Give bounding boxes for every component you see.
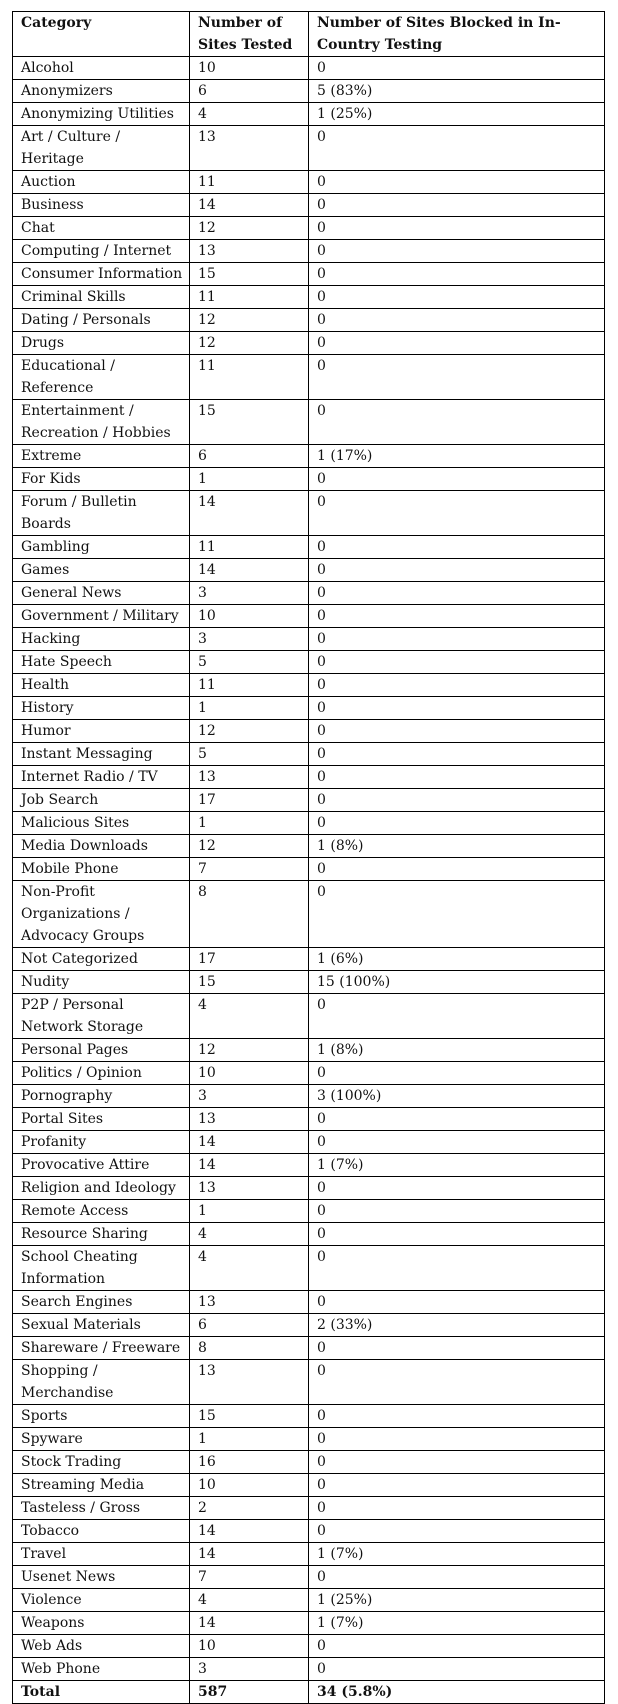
sites-blocked-cell: 1 (8%) [309, 1039, 605, 1062]
table-row [13, 1497, 605, 1520]
category-cell: Hacking [13, 628, 190, 651]
sites-blocked-cell: 0 [309, 674, 605, 697]
sites-blocked-cell: 0 [309, 789, 605, 812]
sites-tested-cell: 14 [190, 1520, 309, 1543]
sites-tested-cell: 2 [190, 1497, 309, 1520]
sites-tested-cell: 14 [190, 1543, 309, 1566]
sites-blocked-cell: 1 (25%) [309, 1589, 605, 1612]
category-cell: Alcohol [13, 57, 190, 80]
header-row [13, 12, 605, 57]
sites-blocked-cell: 1 (7%) [309, 1612, 605, 1635]
table-row [13, 1451, 605, 1474]
table-row [13, 948, 605, 971]
category-cell: Weapons [13, 1612, 190, 1635]
category-cell: Internet Radio / TV [13, 766, 190, 789]
sites-blocked-cell: 0 [309, 1428, 605, 1451]
category-cell: Art / Culture / Heritage [13, 126, 190, 171]
category-cell: Non-Profit Organizations / Advocacy Groups [13, 881, 190, 948]
sites-tested-cell: 16 [190, 1451, 309, 1474]
category-cell: Sports [13, 1405, 190, 1428]
category-cell: Gambling [13, 536, 190, 559]
table-row [13, 1246, 605, 1291]
category-cell: P2P / Personal Network Storage [13, 994, 190, 1039]
sites-tested-cell: 6 [190, 1314, 309, 1337]
sites-tested-cell: 17 [190, 789, 309, 812]
sites-tested-cell: 15 [190, 1405, 309, 1428]
sites-tested-cell: 3 [190, 1658, 309, 1681]
category-cell: School Cheating Information [13, 1246, 190, 1291]
category-cell: Travel [13, 1543, 190, 1566]
sites-tested-cell: 11 [190, 286, 309, 309]
sites-tested-cell: 12 [190, 1039, 309, 1062]
sites-blocked-cell: 0 [309, 720, 605, 743]
category-cell: Chat [13, 217, 190, 240]
sites-blocked-cell: 0 [309, 309, 605, 332]
table-row [13, 103, 605, 126]
sites-tested-cell: 15 [190, 971, 309, 994]
sites-blocked-cell: 0 [309, 1246, 605, 1291]
category-cell: Anonymizing Utilities [13, 103, 190, 126]
sites-tested-cell: 14 [190, 194, 309, 217]
sites-tested-cell: 13 [190, 1360, 309, 1405]
table-row [13, 80, 605, 103]
sites-blocked-cell: 0 [309, 582, 605, 605]
table-row [13, 743, 605, 766]
table-row [13, 858, 605, 881]
sites-blocked-cell: 1 (25%) [309, 103, 605, 126]
category-cell: Entertainment / Recreation / Hobbies [13, 400, 190, 445]
table-row [13, 1612, 605, 1635]
sites-tested-cell: 1 [190, 697, 309, 720]
total-tested: 587 [190, 1681, 309, 1704]
category-cell: Humor [13, 720, 190, 743]
sites-tested-cell: 7 [190, 1566, 309, 1589]
category-cell: Instant Messaging [13, 743, 190, 766]
sites-blocked-cell: 0 [309, 332, 605, 355]
category-cell: Stock Trading [13, 1451, 190, 1474]
sites-blocked-cell: 0 [309, 1131, 605, 1154]
sites-tested-cell: 10 [190, 605, 309, 628]
sites-blocked-cell: 0 [309, 171, 605, 194]
table-row [13, 1085, 605, 1108]
sites-blocked-cell: 0 [309, 559, 605, 582]
sites-tested-cell: 3 [190, 628, 309, 651]
table-row [13, 835, 605, 858]
category-cell: Auction [13, 171, 190, 194]
total-label: Total [13, 1681, 190, 1704]
sites-blocked-cell: 0 [309, 1520, 605, 1543]
sites-blocked-cell: 0 [309, 1223, 605, 1246]
sites-blocked-cell: 0 [309, 651, 605, 674]
table-row [13, 1177, 605, 1200]
sites-tested-cell: 15 [190, 263, 309, 286]
sites-tested-cell: 3 [190, 582, 309, 605]
sites-blocked-cell: 1 (6%) [309, 948, 605, 971]
table-row [13, 1039, 605, 1062]
sites-blocked-cell: 0 [309, 1062, 605, 1085]
category-cell: Provocative Attire [13, 1154, 190, 1177]
table-row [13, 994, 605, 1039]
category-cell: Consumer Information [13, 263, 190, 286]
table-row [13, 971, 605, 994]
sites-tested-cell: 14 [190, 1131, 309, 1154]
sites-tested-cell: 10 [190, 1474, 309, 1497]
category-cell: Search Engines [13, 1291, 190, 1314]
table-row [13, 720, 605, 743]
sites-tested-cell: 1 [190, 812, 309, 835]
sites-blocked-cell: 5 (83%) [309, 80, 605, 103]
table-row [13, 240, 605, 263]
category-cell: Health [13, 674, 190, 697]
sites-blocked-cell: 0 [309, 766, 605, 789]
category-cell: Dating / Personals [13, 309, 190, 332]
sites-blocked-cell: 0 [309, 400, 605, 445]
table-row [13, 1108, 605, 1131]
table-row [13, 1428, 605, 1451]
table-row [13, 263, 605, 286]
sites-tested-cell: 13 [190, 240, 309, 263]
sites-blocked-cell: 0 [309, 1451, 605, 1474]
table-row [13, 194, 605, 217]
sites-tested-cell: 13 [190, 1108, 309, 1131]
header-sites-tested: Number of Sites Tested [190, 12, 309, 57]
table-row [13, 1154, 605, 1177]
sites-tested-cell: 11 [190, 171, 309, 194]
category-cell: Mobile Phone [13, 858, 190, 881]
category-cell: Extreme [13, 445, 190, 468]
table-row [13, 1314, 605, 1337]
sites-tested-cell: 15 [190, 400, 309, 445]
table-row [13, 332, 605, 355]
sites-tested-cell: 11 [190, 355, 309, 400]
sites-tested-cell: 7 [190, 858, 309, 881]
sites-blocked-cell: 0 [309, 1177, 605, 1200]
sites-tested-cell: 1 [190, 1428, 309, 1451]
table-row [13, 1635, 605, 1658]
table-row [13, 1337, 605, 1360]
sites-blocked-cell: 0 [309, 468, 605, 491]
sites-blocked-cell: 1 (7%) [309, 1154, 605, 1177]
sites-blocked-cell: 0 [309, 355, 605, 400]
table-row [13, 674, 605, 697]
table-row [13, 217, 605, 240]
table-row [13, 126, 605, 171]
sites-tested-cell: 12 [190, 332, 309, 355]
sites-tested-cell: 14 [190, 559, 309, 582]
table-row [13, 812, 605, 835]
category-cell: Media Downloads [13, 835, 190, 858]
category-cell: Drugs [13, 332, 190, 355]
table-row [13, 1520, 605, 1543]
category-cell: Web Phone [13, 1658, 190, 1681]
sites-tested-cell: 10 [190, 57, 309, 80]
table-row [13, 400, 605, 445]
sites-tested-cell: 6 [190, 80, 309, 103]
category-cell: Tobacco [13, 1520, 190, 1543]
category-cell: Business [13, 194, 190, 217]
category-cell: Personal Pages [13, 1039, 190, 1062]
category-cell: Resource Sharing [13, 1223, 190, 1246]
table-row [13, 582, 605, 605]
sites-blocked-cell: 0 [309, 1566, 605, 1589]
category-cell: General News [13, 582, 190, 605]
total-row [13, 1681, 605, 1704]
sites-blocked-cell: 15 (100%) [309, 971, 605, 994]
category-cell: Not Categorized [13, 948, 190, 971]
table-row [13, 171, 605, 194]
sites-blocked-cell: 0 [309, 605, 605, 628]
sites-blocked-cell: 0 [309, 1108, 605, 1131]
category-cell: Educational / Reference [13, 355, 190, 400]
sites-blocked-cell: 0 [309, 126, 605, 171]
category-cell: Usenet News [13, 1566, 190, 1589]
table-row [13, 1062, 605, 1085]
category-cell: Criminal Skills [13, 286, 190, 309]
category-cell: Sexual Materials [13, 1314, 190, 1337]
sites-blocked-cell: 1 (17%) [309, 445, 605, 468]
sites-blocked-cell: 2 (33%) [309, 1314, 605, 1337]
sites-blocked-cell: 0 [309, 743, 605, 766]
table-row [13, 445, 605, 468]
table-row [13, 605, 605, 628]
category-cell: Games [13, 559, 190, 582]
table-row [13, 355, 605, 400]
table-row [13, 1360, 605, 1405]
category-cell: Government / Military [13, 605, 190, 628]
sites-tested-cell: 4 [190, 1223, 309, 1246]
sites-tested-cell: 11 [190, 536, 309, 559]
sites-blocked-cell: 0 [309, 628, 605, 651]
total-blocked: 34 (5.8%) [309, 1681, 605, 1704]
category-cell: Shareware / Freeware [13, 1337, 190, 1360]
category-cell: Anonymizers [13, 80, 190, 103]
sites-blocked-cell: 0 [309, 1360, 605, 1405]
sites-tested-cell: 5 [190, 743, 309, 766]
table-row [13, 1543, 605, 1566]
sites-blocked-cell: 0 [309, 240, 605, 263]
category-cell: Spyware [13, 1428, 190, 1451]
sites-tested-cell: 12 [190, 309, 309, 332]
table-row [13, 651, 605, 674]
category-cell: Tasteless / Gross [13, 1497, 190, 1520]
sites-tested-cell: 12 [190, 720, 309, 743]
table-row [13, 1223, 605, 1246]
sites-tested-cell: 14 [190, 1154, 309, 1177]
sites-blocked-cell: 0 [309, 994, 605, 1039]
sites-blocked-cell: 0 [309, 1497, 605, 1520]
table-row [13, 1291, 605, 1314]
table-row [13, 286, 605, 309]
sites-blocked-cell: 0 [309, 812, 605, 835]
table-row [13, 57, 605, 80]
sites-tested-cell: 12 [190, 835, 309, 858]
sites-tested-cell: 3 [190, 1085, 309, 1108]
category-cell: Remote Access [13, 1200, 190, 1223]
table-row [13, 1474, 605, 1497]
sites-tested-cell: 13 [190, 766, 309, 789]
category-cell: Shopping / Merchandise [13, 1360, 190, 1405]
sites-blocked-cell: 0 [309, 858, 605, 881]
sites-blocked-cell: 0 [309, 697, 605, 720]
sites-tested-cell: 10 [190, 1062, 309, 1085]
sites-tested-cell: 13 [190, 1291, 309, 1314]
sites-blocked-cell: 0 [309, 491, 605, 536]
category-cell: Nudity [13, 971, 190, 994]
category-cell: Hate Speech [13, 651, 190, 674]
table-row [13, 1131, 605, 1154]
sites-tested-cell: 1 [190, 468, 309, 491]
category-cell: Forum / Bulletin Boards [13, 491, 190, 536]
sites-blocked-cell: 0 [309, 286, 605, 309]
table-row [13, 491, 605, 536]
sites-blocked-cell: 0 [309, 57, 605, 80]
table-row [13, 559, 605, 582]
table-row [13, 1200, 605, 1223]
sites-tested-cell: 11 [190, 674, 309, 697]
sites-tested-cell: 4 [190, 1246, 309, 1291]
sites-blocked-cell: 0 [309, 1474, 605, 1497]
table-row [13, 766, 605, 789]
category-cell: Streaming Media [13, 1474, 190, 1497]
sites-tested-cell: 13 [190, 1177, 309, 1200]
sites-tested-cell: 14 [190, 1612, 309, 1635]
table-row [13, 536, 605, 559]
sites-tested-cell: 8 [190, 881, 309, 948]
sites-blocked-cell: 0 [309, 194, 605, 217]
category-cell: Profanity [13, 1131, 190, 1154]
sites-blocked-cell: 1 (8%) [309, 835, 605, 858]
table-row [13, 468, 605, 491]
category-cell: For Kids [13, 468, 190, 491]
sites-tested-cell: 4 [190, 994, 309, 1039]
sites-blocked-cell: 0 [309, 1658, 605, 1681]
table-row [13, 309, 605, 332]
table-body [13, 57, 605, 1681]
sites-blocked-table [12, 11, 605, 1704]
sites-tested-cell: 10 [190, 1635, 309, 1658]
table-row [13, 1405, 605, 1428]
table-row [13, 1566, 605, 1589]
sites-blocked-cell: 0 [309, 1291, 605, 1314]
category-cell: Politics / Opinion [13, 1062, 190, 1085]
category-cell: Job Search [13, 789, 190, 812]
sites-tested-cell: 14 [190, 491, 309, 536]
sites-blocked-cell: 0 [309, 1200, 605, 1223]
sites-blocked-cell: 0 [309, 263, 605, 286]
header-sites-blocked: Number of Sites Blocked in In-Country Testing [309, 12, 605, 57]
sites-tested-cell: 13 [190, 126, 309, 171]
sites-tested-cell: 6 [190, 445, 309, 468]
sites-blocked-cell: 0 [309, 536, 605, 559]
category-cell: Malicious Sites [13, 812, 190, 835]
category-cell: History [13, 697, 190, 720]
table-row [13, 1589, 605, 1612]
category-cell: Computing / Internet [13, 240, 190, 263]
header-category: Category [13, 12, 190, 57]
sites-blocked-cell: 3 (100%) [309, 1085, 605, 1108]
category-cell: Religion and Ideology [13, 1177, 190, 1200]
table-row [13, 628, 605, 651]
sites-blocked-cell: 0 [309, 1405, 605, 1428]
sites-blocked-cell: 0 [309, 1635, 605, 1658]
category-cell: Violence [13, 1589, 190, 1612]
category-cell: Portal Sites [13, 1108, 190, 1131]
sites-tested-cell: 5 [190, 651, 309, 674]
table-row [13, 881, 605, 948]
sites-tested-cell: 17 [190, 948, 309, 971]
sites-blocked-cell: 0 [309, 1337, 605, 1360]
sites-blocked-cell: 0 [309, 217, 605, 240]
category-cell: Pornography [13, 1085, 190, 1108]
sites-tested-cell: 4 [190, 1589, 309, 1612]
category-cell: Web Ads [13, 1635, 190, 1658]
table-row [13, 1658, 605, 1681]
table-row [13, 697, 605, 720]
sites-tested-cell: 1 [190, 1200, 309, 1223]
sites-tested-cell: 8 [190, 1337, 309, 1360]
table-row [13, 789, 605, 812]
sites-tested-cell: 4 [190, 103, 309, 126]
sites-tested-cell: 12 [190, 217, 309, 240]
sites-blocked-cell: 0 [309, 881, 605, 948]
sites-blocked-cell: 1 (7%) [309, 1543, 605, 1566]
